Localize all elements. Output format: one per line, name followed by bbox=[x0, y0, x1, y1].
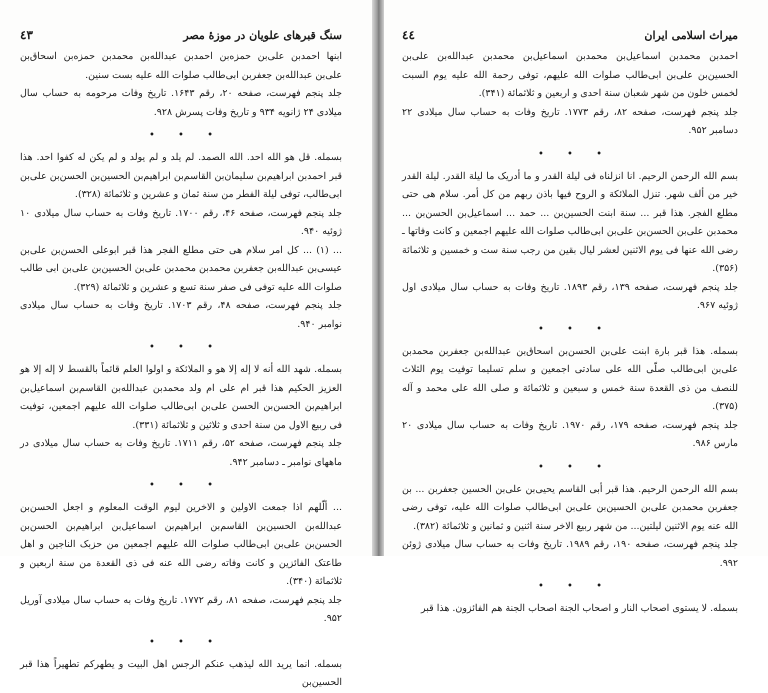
entry bbox=[20, 656, 342, 693]
inscription-text: بسمله. لا یستوی اصحاب النار و اصحاب الجنة اصحاب الجنة هم الفائزون. هذا قبر bbox=[421, 603, 738, 614]
running-title: میراث اسلامی ایران bbox=[644, 29, 738, 42]
page-number: ٤٤ bbox=[402, 28, 415, 42]
section-separator: • • • bbox=[537, 581, 613, 592]
catalog-note: جلد پنجم فهرست، صفحه ۸۲، رقم ۱۷۷۳. تاریخ وفات به حساب سال میلادی ۲۲ دسامبر ۹۵۲. bbox=[402, 106, 739, 136]
entry bbox=[402, 600, 738, 619]
page-number: ٤٣ bbox=[20, 28, 33, 42]
catalog-note: جلد پنجم فهرست، صفحه ۸۱، رقم ۱۷۷۲. تاریخ وفات به حساب سال میلادی آوریل ۹۵۲. bbox=[20, 594, 343, 624]
section-separator: • • • bbox=[148, 480, 224, 491]
inscription-text: ... ألّلهم اذا جمعت الاولین و الاخرین لیوم الوقت المعلوم و اجعل الحسن‌بن عبدالله‌بن الحسین‌بن القاسم‌بن ابراهیم‌بن اسماعیل‌بن ابراهیم‌بن الحسن‌بن الحسن‌بن علی‌بن ابی‌طالب صلوات الله علیهم اجمعین من حزبک الناجین و اهل طاعتک الفائزین و کانت وفاته رضی الله عنه فی ذی القعدة من سنة اربعین و ثلاثمائة (۳۴۰). bbox=[20, 502, 342, 587]
catalog-note: جلد پنجم فهرست، صفحه ۱۷۹، رقم ۱۹۷۰. تاریخ وفات به حساب سال میلادی ۲۰ مارس ۹۸۶. bbox=[402, 419, 738, 449]
inscription-text: بسم الله الرحمن الرحیم. هذا قبر أبی القاسم یحیی‌بن علی‌بن الحسین جعفربن ... بن جعفربن محمدبن علی‌بن الحسین‌بن علی‌بن ابی‌طالب صلوات الله علیه، توفی رضی الله عنه یوم الاثنین لیلتین... من شهر ربیع الاخر سنة اثنین و ثمانین و ثلاثمائة (۳۸۲). bbox=[402, 483, 738, 532]
catalog-note: جلد پنجم فهرست، صفحه ۲۰، رقم ۱۶۴۳. تاریخ وفات مرحومه به حساب سال میلادی ۲۴ ژانویه ۹۳۴ و تاریخ وفات پسرش ۹۲۸. bbox=[20, 88, 343, 118]
inscription-text: بسمله. شهد الله أنه لا إله إلا هو و الملائکة و اولوا العلم قائماً بالقسط لا إله إلا هو العزیز الحکیم هذا قبر ام علی ام ولد محمدبن عبدالله‌بن القاسم‌بن اسماعیل‌بن ابراهیم‌بن الحسن‌بن الحسن علی‌بن ابی‌طالب صلوات الله علیهم اجمعین، توفیت فی ربیع الاول من سنة احدی و ثلاثین و ثلاثمائة (۳۳۱). bbox=[20, 364, 342, 431]
book-gutter bbox=[372, 0, 384, 556]
catalog-note: جلد پنجم فهرست، صفحه ۱۳۹، رقم ۱۸۹۳. تاریخ وفات به حساب سال میلادی اول ژوئیه ۹۶۷. bbox=[402, 281, 738, 311]
left-page bbox=[0, 0, 372, 688]
inscription-text: بسمله. انما یرید الله لیذهب عنکم الرجس اهل البیت و یطهرکم تطهیراً هذا قبر الحسین‌بن bbox=[20, 658, 342, 688]
right-page bbox=[384, 0, 768, 614]
inscription-text: بسمله. قل هو الله احد. الله الصمد. لم یلد و لم یولد و لم یکن له کفوا احد. هذا قبر احمدبن ابراهیم‌بن سلیمان‌بن القاسم‌بن ابراهیم‌بن الحسین‌بن الحسن‌بن علی‌بن ابی‌طالب، توفی لیلة الفطر من سنة ثمان و عشرین و ثلاثمائة (۳۲۸). bbox=[20, 152, 342, 200]
entry bbox=[402, 168, 738, 316]
inscription-text: ... (۱) ... کل امر سلام هی حتی مطلع الفجر هذا قبر ابوعلی الحسن‌بن علی‌بن عیسی‌بن عبدالله‌بن جعفربن محمدبن محمدبن علی‌بن الحسین‌بن علی‌بن ابی طالب صلوات الله علیه توفی فی صفر سنة تسع و عشرین و ثلاثمائة (۳۲۹). bbox=[20, 244, 342, 293]
catalog-note: جلد پنجم فهرست، صفحه ۴۶، رقم ۱۷۰۰. تاریخ وفات به حساب سال میلادی ۱۰ ژوئیه ۹۴۰. bbox=[20, 207, 342, 237]
entry bbox=[402, 343, 738, 454]
entry bbox=[20, 361, 342, 472]
entry bbox=[402, 48, 738, 141]
inscription-text: بسمله. هذا قبر بارة ابنت علی‌بن الحسن‌بن اسحاق‌بن عبدالله‌بن جعفربن محمدبن علی‌بن ابی‌طالب صلّی الله علی سادتی اجمعین و سلم تسلیما توفیت یوم الثلاث للنصف من ذی القعدة سنة خمس و سبعین و ثلاثمائة و صلی الله علی محمد و آله (۳۷۵). bbox=[402, 345, 738, 412]
section-separator: • • • bbox=[148, 130, 224, 141]
running-title: سنگ قبرهای علویان در موزهٔ مصر bbox=[183, 29, 342, 42]
entry bbox=[402, 481, 738, 574]
section-separator: • • • bbox=[148, 342, 224, 353]
catalog-note: جلد پنجم فهرست، صفحه ۱۹۰، رقم ۱۹۸۹. تاریخ وفات به حساب سال میلادی ژوئن ۹۹۲. bbox=[402, 539, 738, 569]
catalog-note: جلد پنجم فهرست، صفحه ۴۸، رقم ۱۷۰۳. تاریخ وفات به حساب سال میلادی نوامبر ۹۴۰. bbox=[20, 300, 343, 330]
entry bbox=[20, 48, 342, 122]
page-header bbox=[20, 28, 342, 42]
entry bbox=[20, 499, 342, 629]
section-separator: • • • bbox=[537, 323, 613, 335]
entry bbox=[20, 149, 342, 334]
section-separator: • • • bbox=[148, 636, 224, 648]
inscription-text: ابنها احمدبن علی‌بن حمزه‌بن احمدبن عبدالله‌بن محمدبن حمزه‌بن اسحاق‌بن علی‌بن عبدالله‌بن جعفربن ابی‌طالب صلوات الله علیه بست سنین. bbox=[20, 51, 342, 81]
page-header bbox=[402, 28, 738, 42]
catalog-note: جلد پنجم فهرست، صفحه ۵۲، رقم ۱۷۱۱. تاریخ وفات به حساب سال میلادی در ماههای نوامبر ـ دسامبر ۹۴۲. bbox=[20, 438, 342, 468]
section-separator: • • • bbox=[537, 461, 613, 473]
inscription-text: بسم الله الرحمن الرحیم. انا انزلناه فی لیلة القدر و ما أدریک ما لیلة القدر. لیلة القدر خیر من ألف شهر. تنزل الملائکة و الروح فیها باذن ربهم من کل أمر. سلام هی حتی مطلع الفجر. هذا قبر ... سنة ابنت الحسین‌بن ... حمد ... اسماعیل‌بن الحسن‌بن ... محمدبن علی‌بن الحسن‌بن علی‌بن ابی‌طالب صلوات الله علیهم اجمعین و کانت وفاتها ـ رضی الله عنها فی یوم الاثنین لعشر لیال بقین من رجب سنة ست و خمسین و ثلاثمائة (۳۵۶). bbox=[402, 170, 738, 274]
inscription-text: احمدبن محمدبن اسماعیل‌بن محمدبن اسماعیل‌بن محمدبن عبدالله‌بن علی‌بن الحسین‌بن علی‌بن ابی‌طالب صلوات الله علیهم، توفی رحمة الله علیه یوم السبت لخمس خلون من شهر شعبان سنة احدی و اربعین و ثلاثمائة (۳۴۱). bbox=[402, 51, 738, 99]
section-separator: • • • bbox=[537, 148, 613, 160]
